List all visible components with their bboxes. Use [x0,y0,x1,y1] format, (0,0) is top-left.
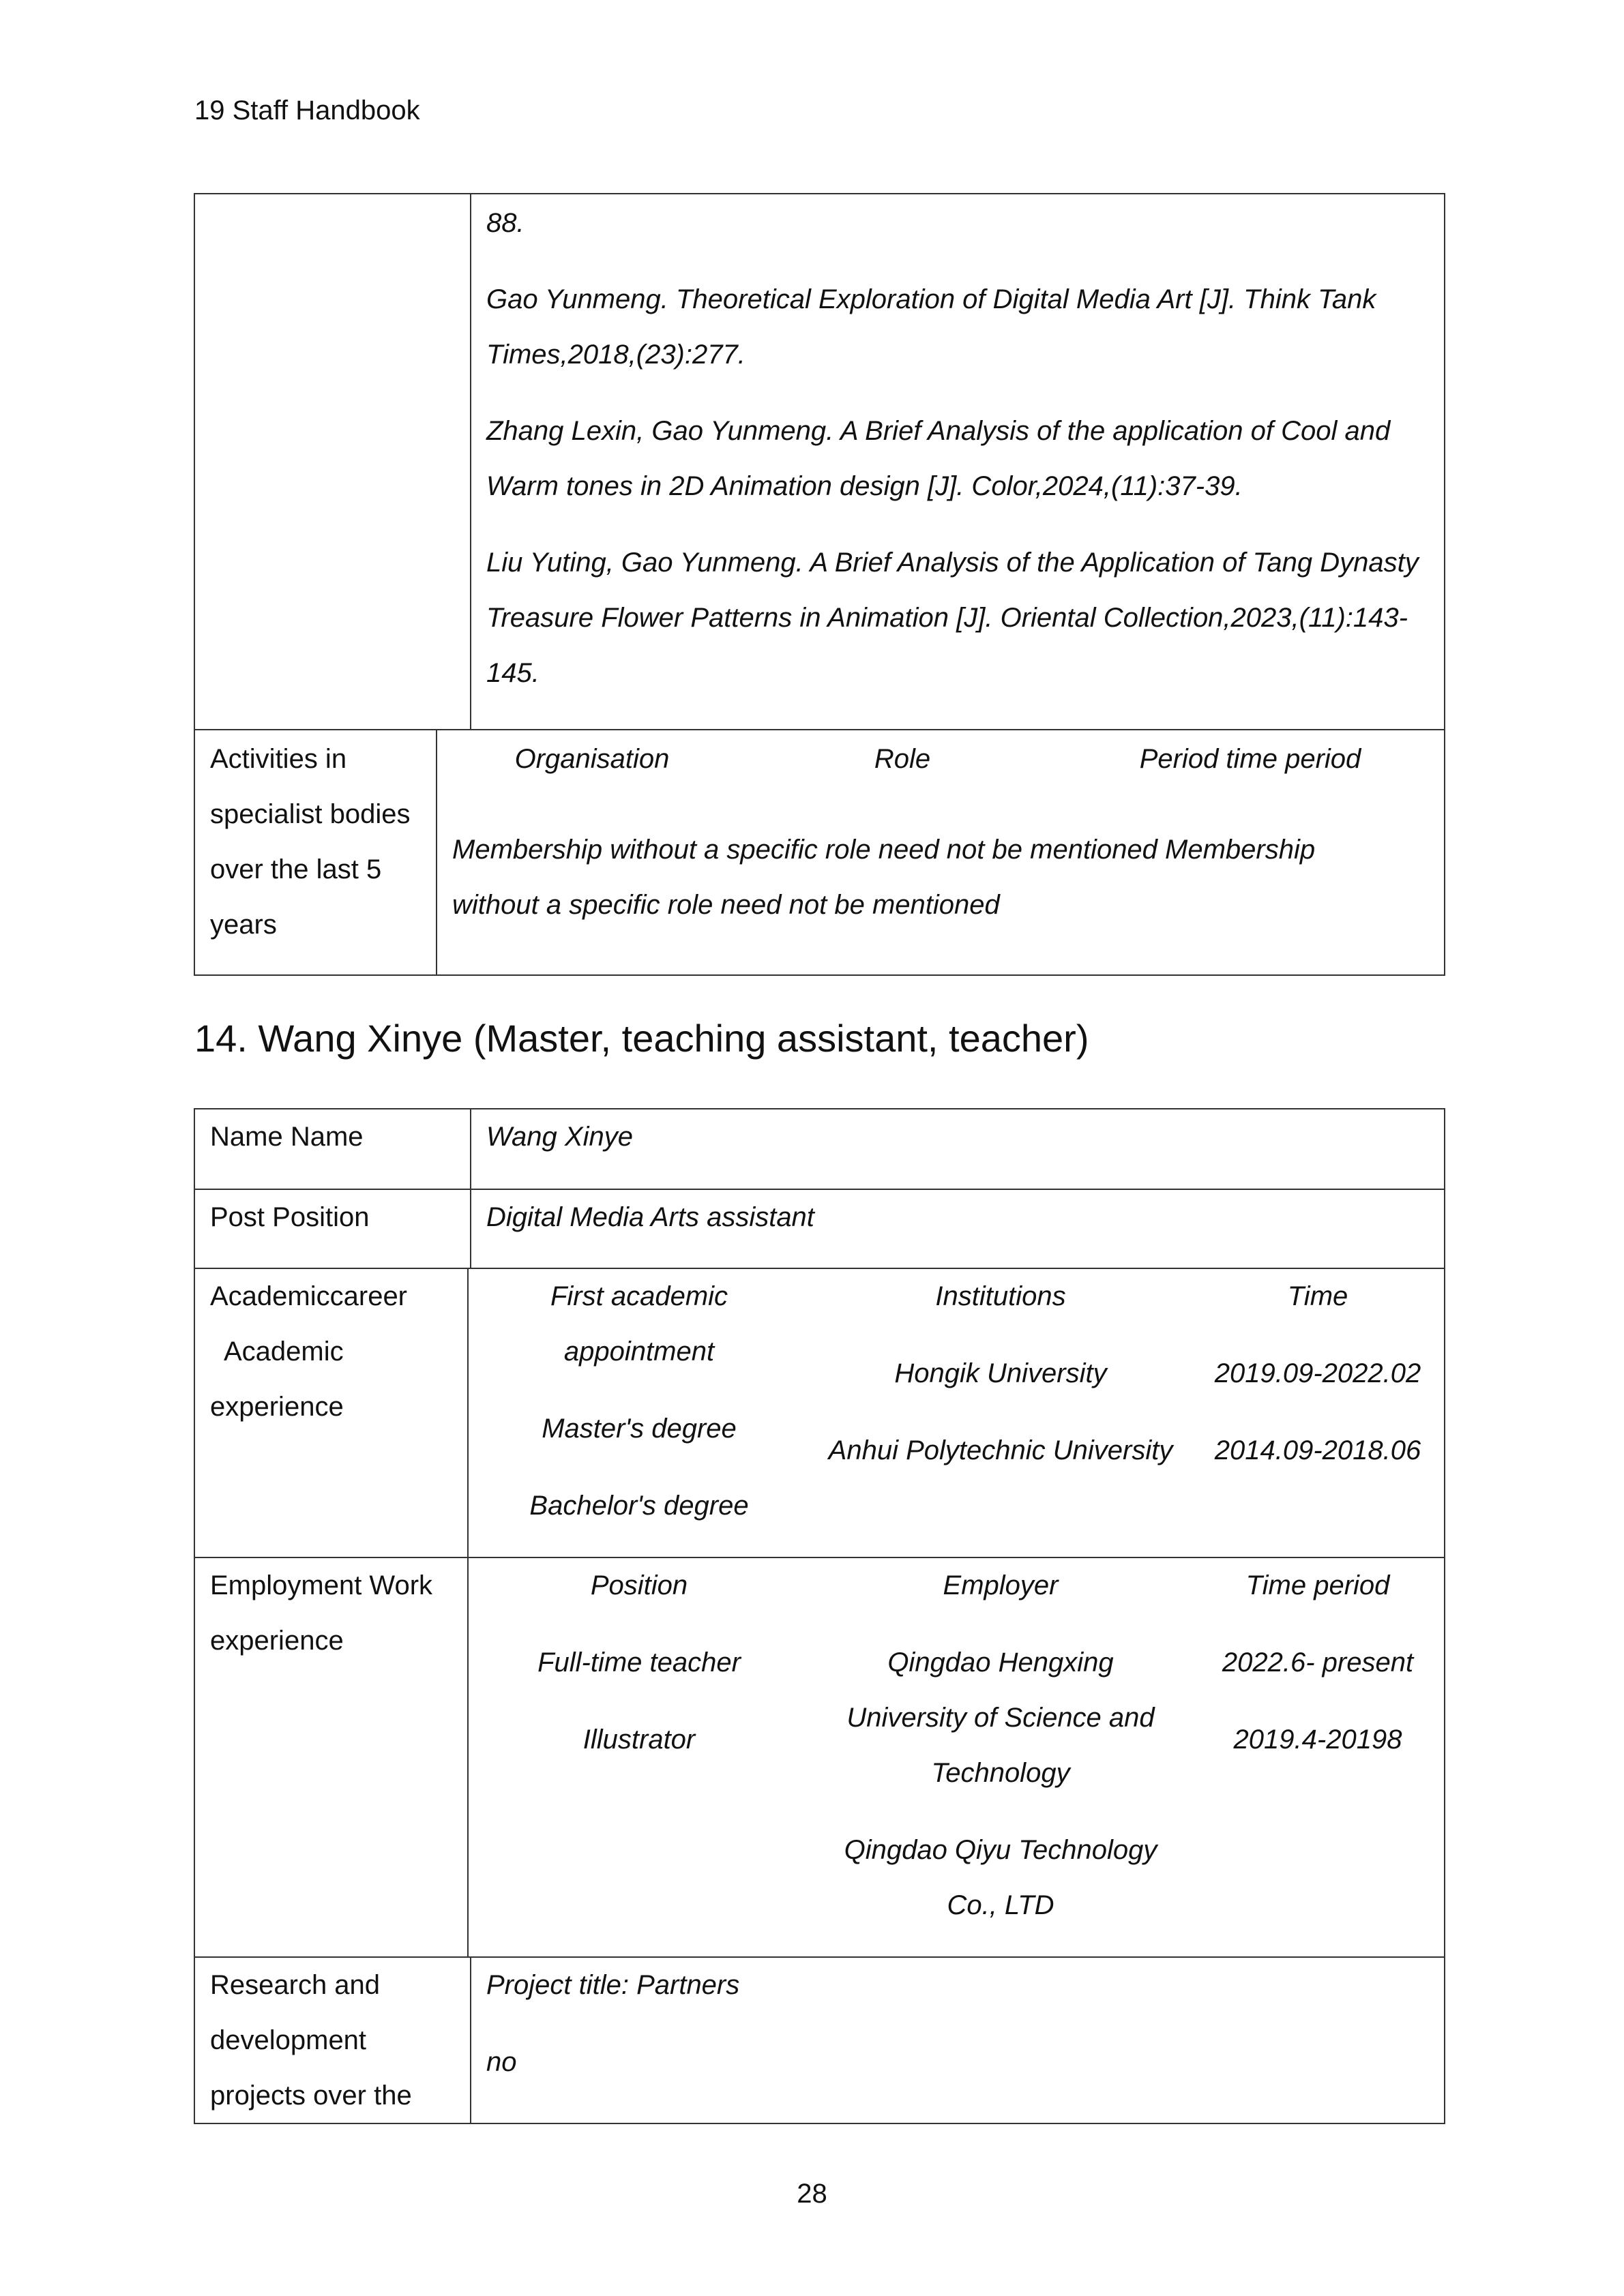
publication-entry [486,272,1428,383]
research-label [195,1958,471,2123]
activities-note [452,822,1428,933]
publication-line: Zhang Lexin, Gao Yunmeng. A Brief Analysis of the application of Cool and [486,416,1391,446]
publication-line: Liu Yuting, Gao Yunmeng. A Brief Analysis of the Application of Tang Dynasty [486,548,1419,578]
employment-cell: Qingdao Hengxing [887,1648,1114,1678]
publication-line: 145. [486,658,540,688]
activities-row [195,729,1444,974]
academic-col-institutions [810,1269,1192,1557]
label-line: experience [210,1626,344,1656]
research-value [471,1958,1444,2123]
academic-col-qualification [469,1269,810,1557]
activities-value [437,730,1444,974]
academic-header-time: Time [1287,1281,1348,1311]
employment-header-employer: Employer [943,1570,1059,1600]
academic-cell: Bachelor's degree [529,1491,749,1521]
name-row [195,1109,1444,1189]
employment-cell: Qingdao Qiyu Technology [844,1835,1157,1865]
publication-line: Warm tones in 2D Animation design [J]. Color,2024,(11):37-39. [486,471,1243,501]
employment-row [195,1557,1444,1956]
publications-row [195,194,1444,729]
employment-cell: Co., LTD [947,1890,1054,1920]
post-row [195,1189,1444,1268]
employment-label [195,1558,469,1956]
employment-cell: 2022.6- present [1222,1648,1414,1678]
academic-value [469,1269,1444,1557]
academic-cell: 2019.09-2022.02 [1214,1358,1421,1388]
employment-header-time-period: Time period [1245,1570,1390,1600]
col-header-period: Period time period [1139,744,1361,774]
page-number: 28 [797,2179,827,2209]
label-line: projects over the [210,2081,412,2111]
label-line: experience [210,1392,344,1422]
activities-header-row [452,732,1428,787]
name-value: Wang Xinye [486,1122,633,1152]
employment-col-position [469,1558,810,1956]
academic-cell: appointment [563,1337,715,1367]
label-line: over the last 5 [210,854,382,884]
academic-header-institutions: Institutions [935,1281,1066,1311]
label-line: Academic [224,1337,344,1367]
publication-entry [486,535,1428,701]
note-line: Membership without a specific role need not be mentioned Membership [452,835,1316,865]
label-line: Research and [210,1970,381,2000]
label-line: Activities in [210,744,347,774]
employment-value [469,1558,1444,1956]
label-line: specialist bodies [210,799,411,829]
name-label: Name Name [195,1109,471,1189]
label-line: development [210,2025,367,2055]
post-label: Post Position [195,1190,471,1268]
employment-cell: University of Science and [846,1703,1155,1733]
employment-cell: Technology [931,1758,1070,1788]
research-project-detail: no [486,2047,517,2077]
research-project-title: Project title: Partners [486,1970,740,2000]
academic-cell: Hongik University [894,1358,1107,1388]
academic-cell: 2014.09-2018.06 [1214,1435,1421,1465]
publication-line: 88. [486,208,525,238]
employment-col-time-period [1192,1558,1444,1956]
col-header-role: Role [874,744,931,774]
academic-col-time [1192,1269,1444,1557]
activities-label [195,730,437,974]
academic-header-first-appointment: First academic [550,1281,728,1311]
employment-col-employer [810,1558,1192,1956]
section-heading: 14. Wang Xinye (Master, teaching assistant, teacher) [194,1017,1089,1060]
label-line: years [210,910,277,940]
profile-table [194,1108,1445,2124]
publication-entry [486,196,1428,251]
publications-table [194,193,1445,976]
employment-cell: 2019.4-20198 [1233,1725,1402,1755]
publication-entry [486,404,1428,514]
academic-cell: Anhui Polytechnic University [828,1435,1173,1465]
note-line: without a specific role need not be mentioned [452,890,1000,920]
publication-line: Times,2018,(23):277. [486,340,745,370]
employment-header-position: Position [590,1570,688,1600]
employment-cell: Illustrator [582,1725,696,1755]
employment-cell: Full-time teacher [537,1648,741,1678]
research-row [195,1956,1444,2123]
academic-row [195,1268,1444,1557]
academic-cell: Master's degree [542,1414,737,1444]
running-header: 19 Staff Handbook [194,95,420,125]
post-value: Digital Media Arts assistant [486,1202,814,1232]
col-header-organisation: Organisation [514,744,670,774]
academic-label [195,1269,469,1557]
publication-line: Treasure Flower Patterns in Animation [J]. Oriental Collection,2023,(11):143- [486,603,1408,633]
publication-line: Gao Yunmeng. Theoretical Exploration of Digital Media Art [J]. Think Tank [486,284,1376,314]
publications-list [471,194,1444,729]
label-line: Employment Work [210,1570,433,1600]
publications-label-cell [195,194,471,729]
label-line: Academiccareer [210,1281,408,1311]
